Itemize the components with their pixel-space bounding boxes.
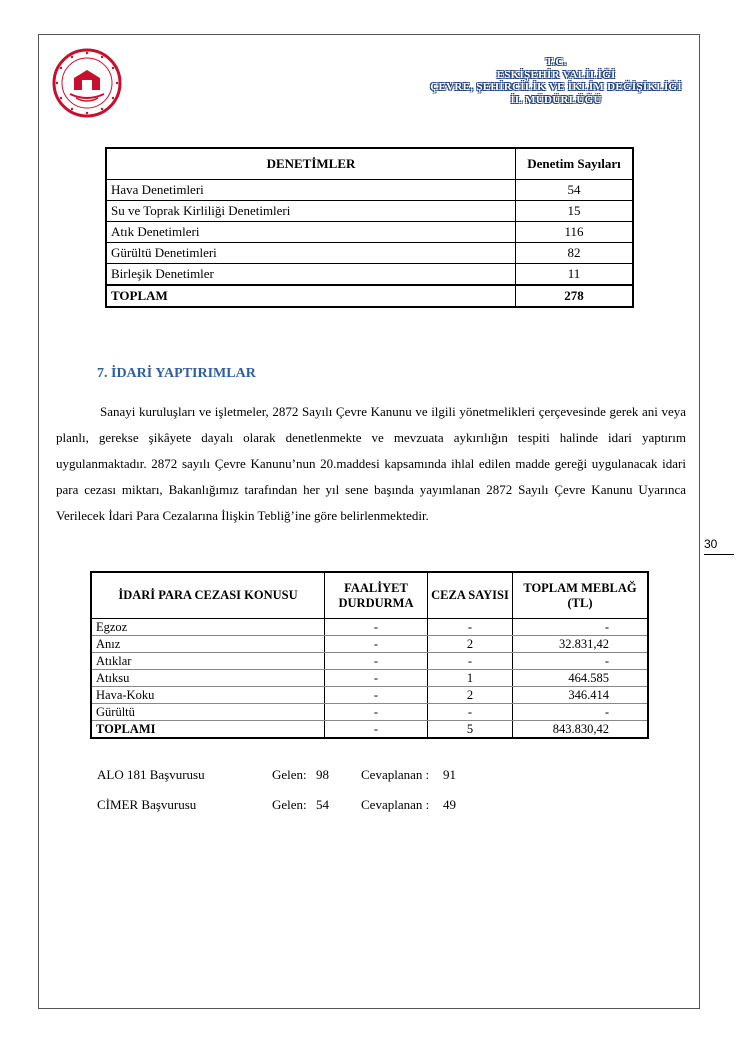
application-label: CİMER Başvurusu: [97, 797, 197, 812]
fine-count: 2: [428, 687, 513, 704]
inspection-count: 82: [516, 243, 634, 264]
inspection-count: 11: [516, 264, 634, 286]
total-label: TOPLAM: [106, 285, 516, 307]
header-institution: [430, 56, 682, 106]
column-header: FAALİYET DURDURMA: [325, 572, 428, 619]
table-row: [106, 180, 633, 201]
total-count: 278: [516, 285, 634, 307]
header-line: T.C.: [545, 56, 567, 68]
table-row: [91, 704, 648, 721]
fine-amount: 346.414: [513, 687, 649, 704]
column-header: CEZA SAYISI: [428, 572, 513, 619]
header-line: ESKİŞEHİR VALİLİĞİ: [496, 68, 616, 81]
inspections-table: [105, 147, 634, 308]
application-label: ALO 181 Başvurusu: [97, 767, 205, 782]
fine-subject: Atıklar: [91, 653, 325, 670]
table-row: [91, 619, 648, 636]
fine-subject: Anız: [91, 636, 325, 653]
table-row: [106, 201, 633, 222]
fine-count: 1: [428, 670, 513, 687]
page-number: 30: [704, 537, 734, 555]
header-line: İL MÜDÜRLÜĞÜ: [510, 93, 602, 106]
inspection-count: 54: [516, 180, 634, 201]
fine-subject: Hava-Koku: [91, 687, 325, 704]
inspection-name: Atık Denetimleri: [106, 222, 516, 243]
total-count: 5: [428, 721, 513, 739]
fine-stop: -: [325, 670, 428, 687]
column-header: DENETİMLER: [106, 148, 516, 180]
total-amount: 843.830,42: [513, 721, 649, 739]
table-row: [91, 687, 648, 704]
fine-subject: Egzoz: [91, 619, 325, 636]
fine-stop: -: [325, 636, 428, 653]
fine-stop: -: [325, 704, 428, 721]
total-label: TOPLAMI: [91, 721, 325, 739]
fines-table: [90, 571, 649, 739]
fine-amount: -: [513, 704, 649, 721]
inspection-name: Birleşik Denetimler: [106, 264, 516, 286]
answered-value: 49: [443, 797, 456, 812]
table-row: [91, 653, 648, 670]
answered-label: Cevaplanan :: [361, 797, 430, 812]
total-row: [106, 285, 633, 307]
fine-amount: 464.585: [513, 670, 649, 687]
inspection-count: 116: [516, 222, 634, 243]
received-label: Gelen:: [272, 797, 307, 812]
answered-value: 91: [443, 767, 456, 782]
fine-subject: Gürültü: [91, 704, 325, 721]
ministry-seal-logo: [52, 48, 122, 118]
inspection-count: 15: [516, 201, 634, 222]
column-header: TOPLAM MEBLAĞ (TL): [513, 572, 649, 619]
inspection-name: Gürültü Denetimleri: [106, 243, 516, 264]
table-row: [91, 670, 648, 687]
fine-count: 2: [428, 636, 513, 653]
body-paragraph: [56, 399, 686, 529]
fine-count: -: [428, 653, 513, 670]
fine-stop: -: [325, 619, 428, 636]
fine-amount: -: [513, 653, 649, 670]
paragraph-text: Sanayi kuruluşları ve işletmeler, 2872 Sayılı Çevre Kanunu ve ilgili yönetmelikleri çerçevesinde gerek ani veya planlı, gerekse şikâyete dayalı olarak denetlenmekte ve mevzuata aykırılığın tespiti halinde idari yaptırım uygulanmaktadır. 2872 sayılı Çevre Kanunu’nun 20.maddesi kapsamında ihlal edilen madde gereği uygulanacak idari para cezası miktarı, Bakanlığımız tarafından her yıl sene başında yayımlanan 2872 Sayılı Çevre Kanunu Uyarınca Verilecek İdari Para Cezalarına İlişkin Tebliğ’ine göre belirlenmektedir.: [56, 404, 686, 523]
received-value: 98: [316, 767, 329, 782]
inspection-name: Hava Denetimleri: [106, 180, 516, 201]
fine-amount: 32.831,42: [513, 636, 649, 653]
received-label: Gelen:: [272, 767, 307, 782]
fine-subject: Atıksu: [91, 670, 325, 687]
table-row: [106, 243, 633, 264]
header-line: ÇEVRE, ŞEHİRCİLİK VE İKLİM DEĞİŞİKLİĞİ: [430, 81, 682, 93]
table-row: [106, 222, 633, 243]
fine-amount: -: [513, 619, 649, 636]
total-row: [91, 721, 648, 739]
inspection-name: Su ve Toprak Kirliliği Denetimleri: [106, 201, 516, 222]
column-header: İDARİ PARA CEZASI KONUSU: [91, 572, 325, 619]
table-row: [91, 636, 648, 653]
column-header: Denetim Sayıları: [516, 148, 634, 180]
total-stop: -: [325, 721, 428, 739]
fine-stop: -: [325, 653, 428, 670]
answered-label: Cevaplanan :: [361, 767, 430, 782]
table-row: [106, 264, 633, 286]
received-value: 54: [316, 797, 329, 812]
fine-count: -: [428, 619, 513, 636]
fine-stop: -: [325, 687, 428, 704]
section-title: 7. İDARİ YAPTIRIMLAR: [97, 366, 256, 381]
fine-count: -: [428, 704, 513, 721]
